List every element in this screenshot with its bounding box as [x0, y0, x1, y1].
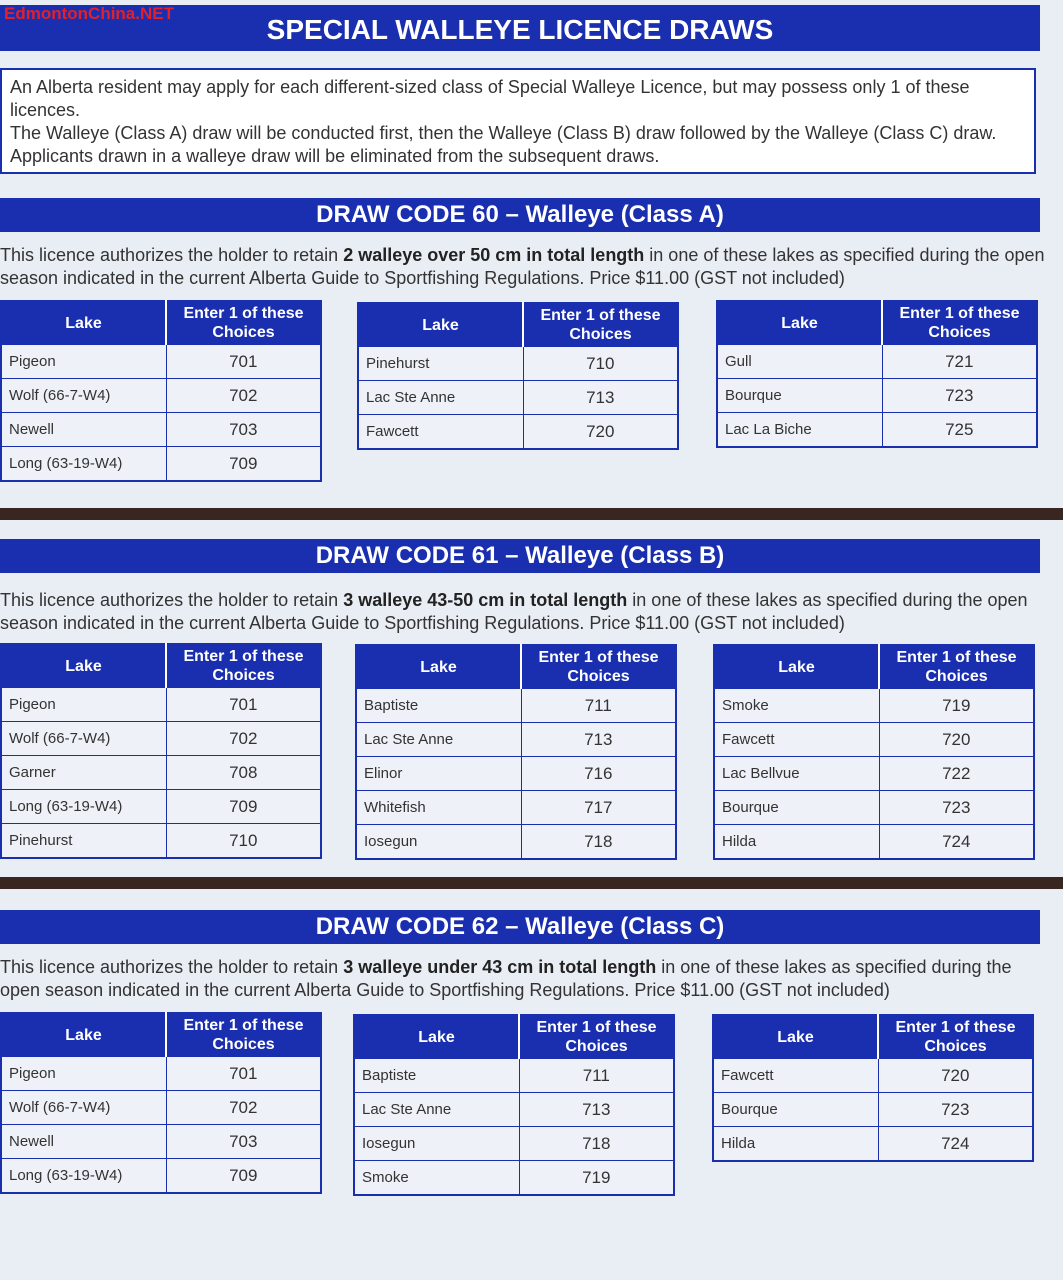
- choice-code: 702: [166, 379, 321, 413]
- table-header-row: [1, 1013, 321, 1057]
- lake-column-header: Lake: [356, 645, 521, 689]
- choice-code: 702: [166, 722, 321, 756]
- lake-name: Smoke: [714, 689, 879, 723]
- table-row: [1, 824, 321, 859]
- class-a-table-2: [357, 302, 679, 450]
- draw-code-61-title: DRAW CODE 61 – Walleye (Class B): [0, 539, 1040, 573]
- lake-name: Fawcett: [358, 415, 523, 450]
- choice-code: 721: [882, 345, 1037, 379]
- table-row: [1, 1057, 321, 1091]
- table-row: [1, 790, 321, 824]
- table-row: [354, 1093, 674, 1127]
- lake-name: Pigeon: [1, 345, 166, 379]
- choice-column-header: Enter 1 of these Choices: [166, 1013, 321, 1057]
- lake-name: Fawcett: [714, 723, 879, 757]
- class-c-table-1: [0, 1012, 322, 1194]
- choice-column-header: Enter 1 of these Choices: [878, 1015, 1033, 1059]
- lake-name: Baptiste: [354, 1059, 519, 1093]
- choice-code: 718: [519, 1127, 674, 1161]
- table-row: [1, 413, 321, 447]
- class-a-table-1: [0, 300, 322, 482]
- table-row: [358, 347, 678, 381]
- lake-name: Pigeon: [1, 688, 166, 722]
- table-row: [356, 791, 676, 825]
- lake-name: Lac Ste Anne: [356, 723, 521, 757]
- table-row: [356, 689, 676, 723]
- table-header-row: [358, 303, 678, 347]
- section-divider: [0, 508, 1063, 520]
- choice-code: 709: [166, 1159, 321, 1194]
- lake-name: Pigeon: [1, 1057, 166, 1091]
- lake-column-header: Lake: [717, 301, 882, 345]
- choice-column-header: Enter 1 of these Choices: [523, 303, 678, 347]
- table-row: [713, 1059, 1033, 1093]
- lake-column-header: Lake: [1, 301, 166, 345]
- choice-code: 711: [521, 689, 676, 723]
- choice-code: 717: [521, 791, 676, 825]
- lake-name: Long (63-19-W4): [1, 447, 166, 482]
- choice-code: 711: [519, 1059, 674, 1093]
- choice-code: 710: [166, 824, 321, 859]
- choice-code: 724: [879, 825, 1034, 860]
- lake-name: Fawcett: [713, 1059, 878, 1093]
- choice-code: 710: [523, 347, 678, 381]
- intro-line-2: The Walleye (Class A) draw will be conducted first, then the Walleye (Class B) draw followed by the Walleye (Class C) draw. Applicants drawn in a walleye draw will be eliminated from the subsequent draws.: [10, 123, 997, 166]
- choice-code: 724: [878, 1127, 1033, 1162]
- lake-name: Hilda: [713, 1127, 878, 1162]
- lake-column-header: Lake: [354, 1015, 519, 1059]
- choice-code: 720: [879, 723, 1034, 757]
- table-row: [1, 447, 321, 482]
- table-row: [1, 722, 321, 756]
- table-header-row: [1, 644, 321, 688]
- lake-name: Long (63-19-W4): [1, 790, 166, 824]
- choice-code: 725: [882, 413, 1037, 448]
- choice-code: 718: [521, 825, 676, 860]
- table-row: [356, 723, 676, 757]
- choice-code: 723: [878, 1093, 1033, 1127]
- choice-column-header: Enter 1 of these Choices: [166, 301, 321, 345]
- table-row: [1, 756, 321, 790]
- intro-box: [0, 68, 1036, 174]
- table-row: [717, 413, 1037, 448]
- choice-code: 713: [521, 723, 676, 757]
- choice-code: 701: [166, 688, 321, 722]
- table-row: [717, 345, 1037, 379]
- class-b-table-3: [713, 644, 1035, 860]
- table-row: [1, 1159, 321, 1194]
- table-row: [714, 757, 1034, 791]
- lake-name: Lac Bellvue: [714, 757, 879, 791]
- table-header-row: [354, 1015, 674, 1059]
- lake-name: Newell: [1, 413, 166, 447]
- choice-code: 701: [166, 345, 321, 379]
- choice-code: 708: [166, 756, 321, 790]
- lake-name: Baptiste: [356, 689, 521, 723]
- lake-name: Elinor: [356, 757, 521, 791]
- lake-column-header: Lake: [713, 1015, 878, 1059]
- choice-column-header: Enter 1 of these Choices: [166, 644, 321, 688]
- lake-column-header: Lake: [1, 644, 166, 688]
- lake-column-header: Lake: [358, 303, 523, 347]
- lake-name: Pinehurst: [358, 347, 523, 381]
- table-header-row: [717, 301, 1037, 345]
- lake-name: Long (63-19-W4): [1, 1159, 166, 1194]
- table-header-row: [713, 1015, 1033, 1059]
- choice-code: 719: [519, 1161, 674, 1196]
- choice-code: 709: [166, 790, 321, 824]
- choice-code: 701: [166, 1057, 321, 1091]
- class-b-table-2: [355, 644, 677, 860]
- choice-column-header: Enter 1 of these Choices: [882, 301, 1037, 345]
- lake-name: Iosegun: [354, 1127, 519, 1161]
- lake-name: Newell: [1, 1125, 166, 1159]
- class-c-table-2: [353, 1014, 675, 1196]
- lake-name: Bourque: [714, 791, 879, 825]
- table-row: [714, 791, 1034, 825]
- choice-code: 720: [523, 415, 678, 450]
- class-b-table-1: [0, 643, 322, 859]
- table-row: [713, 1093, 1033, 1127]
- choice-column-header: Enter 1 of these Choices: [521, 645, 676, 689]
- table-row: [717, 379, 1037, 413]
- table-row: [1, 1091, 321, 1125]
- lake-name: Bourque: [717, 379, 882, 413]
- lake-column-header: Lake: [1, 1013, 166, 1057]
- table-header-row: [714, 645, 1034, 689]
- lake-name: Iosegun: [356, 825, 521, 860]
- section-divider: [0, 877, 1063, 889]
- lake-name: Lac Ste Anne: [358, 381, 523, 415]
- table-row: [354, 1059, 674, 1093]
- draw-code-62-title: DRAW CODE 62 – Walleye (Class C): [0, 910, 1040, 944]
- choice-code: 723: [879, 791, 1034, 825]
- table-row: [714, 689, 1034, 723]
- lake-name: Whitefish: [356, 791, 521, 825]
- table-row: [713, 1127, 1033, 1162]
- draw-code-60-title: DRAW CODE 60 – Walleye (Class A): [0, 198, 1040, 232]
- table-row: [356, 825, 676, 860]
- choice-code: 713: [519, 1093, 674, 1127]
- choice-code: 720: [878, 1059, 1033, 1093]
- choice-code: 719: [879, 689, 1034, 723]
- class-a-table-3: [716, 300, 1038, 448]
- table-row: [714, 825, 1034, 860]
- choice-code: 716: [521, 757, 676, 791]
- intro-line-1: An Alberta resident may apply for each different-sized class of Special Walleye Licence, but may possess only 1 of these licences.: [10, 77, 970, 120]
- class-c-table-3: [712, 1014, 1034, 1162]
- draw-code-60-description: This licence authorizes the holder to retain 2 walleye over 50 cm in total length in one of these lakes as specified during the open season indicated in the current Alberta Guide to Sportfishing Regulations. Price $11.00 (GST not included): [0, 245, 1045, 288]
- table-row: [1, 1125, 321, 1159]
- table-row: [1, 345, 321, 379]
- choice-code: 709: [166, 447, 321, 482]
- lake-name: Garner: [1, 756, 166, 790]
- table-header-row: [356, 645, 676, 689]
- table-row: [358, 415, 678, 450]
- lake-name: Bourque: [713, 1093, 878, 1127]
- page-title: SPECIAL WALLEYE LICENCE DRAWS: [0, 5, 1040, 51]
- lake-name: Smoke: [354, 1161, 519, 1196]
- draw-code-61-description: This licence authorizes the holder to retain 3 walleye 43-50 cm in total length in one of these lakes as specified during the open season indicated in the current Alberta Guide to Sportfishing Regulations. Price $11.00 (GST not included): [0, 590, 1028, 633]
- table-row: [358, 381, 678, 415]
- choice-code: 713: [523, 381, 678, 415]
- choice-column-header: Enter 1 of these Choices: [879, 645, 1034, 689]
- choice-code: 702: [166, 1091, 321, 1125]
- table-row: [1, 379, 321, 413]
- lake-name: Pinehurst: [1, 824, 166, 859]
- table-row: [1, 688, 321, 722]
- choice-code: 723: [882, 379, 1037, 413]
- lake-name: Lac Ste Anne: [354, 1093, 519, 1127]
- table-row: [354, 1161, 674, 1196]
- choice-code: 722: [879, 757, 1034, 791]
- table-row: [356, 757, 676, 791]
- choice-column-header: Enter 1 of these Choices: [519, 1015, 674, 1059]
- table-header-row: [1, 301, 321, 345]
- lake-column-header: Lake: [714, 645, 879, 689]
- site-watermark: EdmontonChina.NET: [4, 4, 174, 23]
- lake-name: Gull: [717, 345, 882, 379]
- lake-name: Hilda: [714, 825, 879, 860]
- choice-code: 703: [166, 1125, 321, 1159]
- lake-name: Wolf (66-7-W4): [1, 1091, 166, 1125]
- lake-name: Wolf (66-7-W4): [1, 722, 166, 756]
- table-row: [354, 1127, 674, 1161]
- lake-name: Lac La Biche: [717, 413, 882, 448]
- choice-code: 703: [166, 413, 321, 447]
- draw-code-62-description: This licence authorizes the holder to retain 3 walleye under 43 cm in total length in one of these lakes as specified during the open season indicated in the current Alberta Guide to Sportfishing Regulations. Price $11.00 (GST not included): [0, 957, 1012, 1000]
- lake-name: Wolf (66-7-W4): [1, 379, 166, 413]
- table-row: [714, 723, 1034, 757]
